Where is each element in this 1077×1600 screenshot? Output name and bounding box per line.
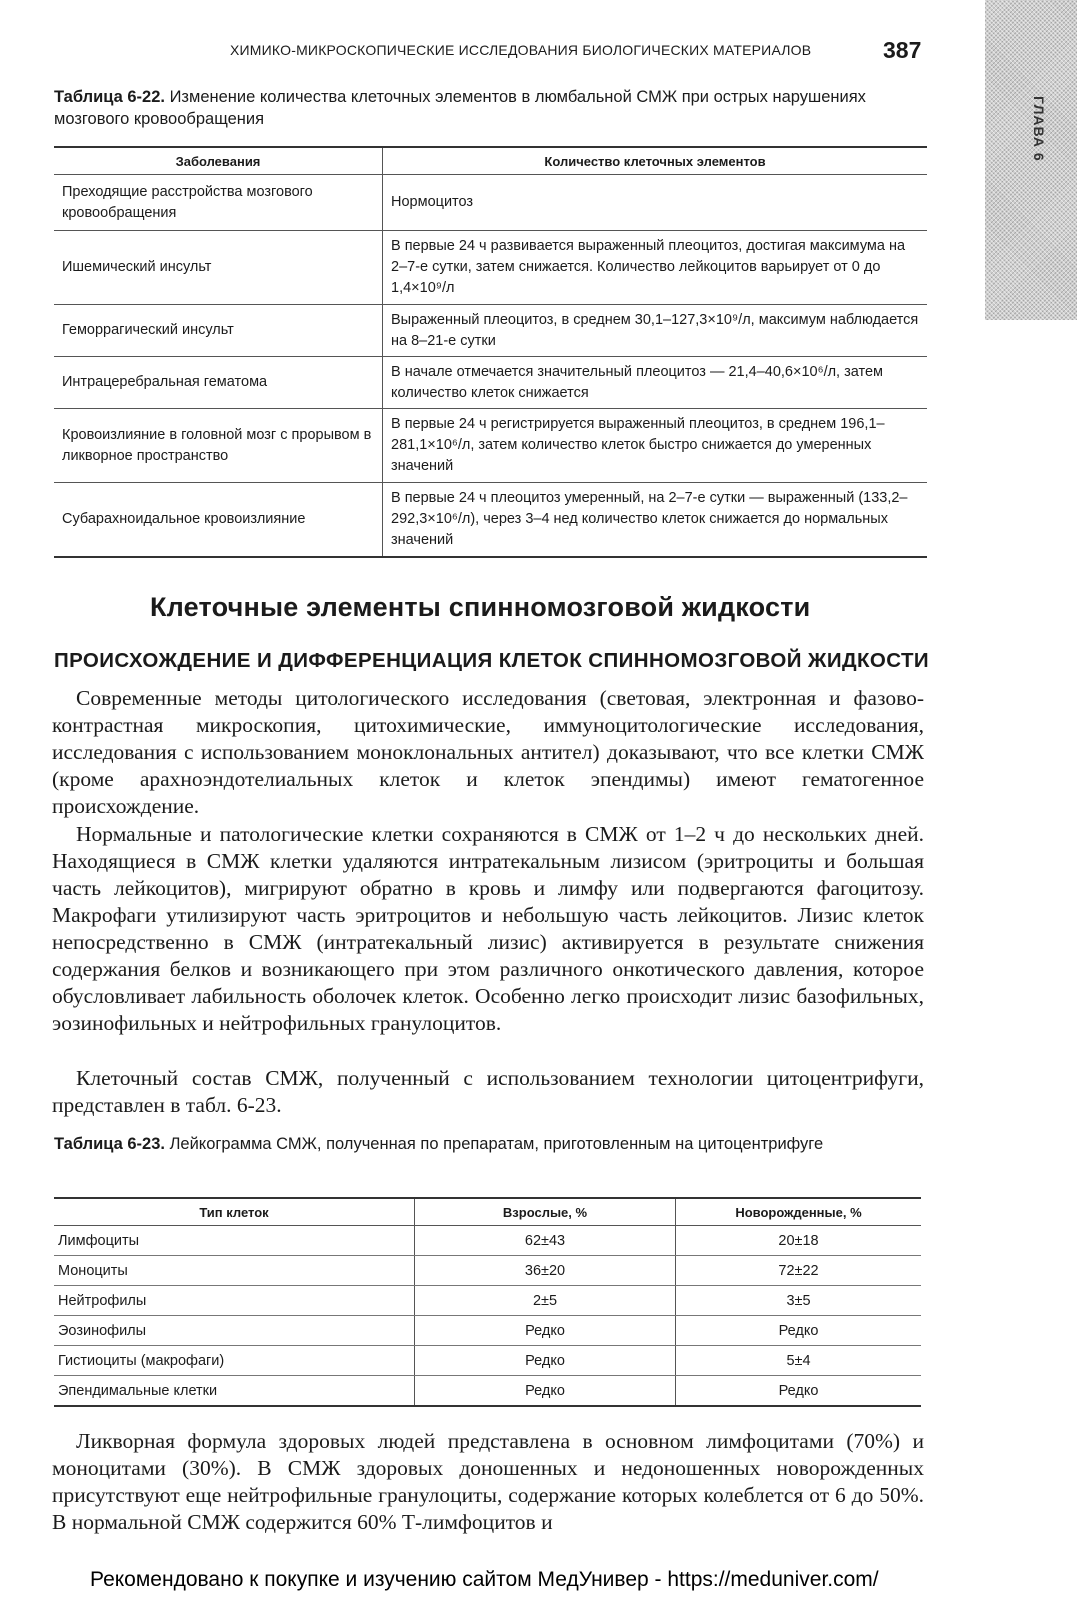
table-row	[54, 1286, 921, 1316]
table2-adults-cell: 62±43	[415, 1226, 676, 1256]
chapter-side-tab	[985, 0, 1077, 320]
table-row	[54, 1256, 921, 1286]
table-row	[54, 231, 927, 305]
table2-caption-label: Таблица 6-23.	[54, 1135, 165, 1153]
table2-type-cell: Лимфоциты	[54, 1226, 415, 1256]
footer-recommendation: Рекомендовано к покупке и изучению сайтом МедУнивер - https://meduniver.com/	[90, 1568, 879, 1591]
table1-header-row	[54, 147, 927, 175]
table2-newborns-cell: Редко	[676, 1376, 922, 1407]
table1-disease-cell: Интрацеребральная гематома	[54, 357, 383, 409]
section-title: Клеточные элементы спинномозговой жидкости	[150, 592, 811, 622]
table2-header-newborns: Новорожденные, %	[676, 1198, 922, 1226]
table2-type-cell: Эозинофилы	[54, 1316, 415, 1346]
table1-count-cell: Нормоцитоз	[383, 175, 928, 231]
table2-adults-cell: Редко	[415, 1316, 676, 1346]
table1-count-cell: В начале отмечается значительный плеоцитоз — 21,4–40,6×10⁶/л, затем количество клеток снижается	[383, 357, 928, 409]
table2-newborns-cell: 72±22	[676, 1256, 922, 1286]
table1-disease-cell: Преходящие расстройства мозгового кровообращения	[54, 175, 383, 231]
table1	[54, 146, 927, 558]
table-row	[54, 1376, 921, 1407]
table2-type-cell: Гистиоциты (макрофаги)	[54, 1346, 415, 1376]
table1-count-cell: В первые 24 ч плеоцитоз умеренный, на 2–7-е сутки — выраженный (133,2–292,3×10⁶/л), через 3–4 нед количество клеток снижается до нормальных значений	[383, 483, 928, 557]
table2-newborns-cell: 5±4	[676, 1346, 922, 1376]
table2-header-row	[54, 1198, 921, 1226]
table2-type-cell: Нейтрофилы	[54, 1286, 415, 1316]
table2-header-cell-type: Тип клеток	[54, 1198, 415, 1226]
table1-header-cell-count: Количество клеточных элементов	[383, 147, 928, 175]
table-row	[54, 1226, 921, 1256]
table-row	[54, 1316, 921, 1346]
table-row	[54, 357, 927, 409]
table2-caption	[54, 1133, 928, 1155]
table1-header-disease: Заболевания	[54, 147, 383, 175]
table2-caption-text: Лейкограмма СМЖ, полученная по препаратам, приготовленным на цитоцентрифуге	[169, 1135, 824, 1153]
table2-newborns-cell: 3±5	[676, 1286, 922, 1316]
running-head: ХИМИКО-МИКРОСКОПИЧЕСКИЕ ИССЛЕДОВАНИЯ БИОЛОГИЧЕСКИХ МАТЕРИАЛОВ	[230, 42, 812, 58]
table2-newborns-cell: 20±18	[676, 1226, 922, 1256]
table2-adults-cell: Редко	[415, 1346, 676, 1376]
table2	[54, 1197, 921, 1407]
table1-disease-cell: Субарахноидальное кровоизлияние	[54, 483, 383, 557]
table1-caption-label: Таблица 6-22.	[54, 88, 165, 106]
table2-newborns-cell: Редко	[676, 1316, 922, 1346]
subsection-title: ПРОИСХОЖДЕНИЕ И ДИФФЕРЕНЦИАЦИЯ КЛЕТОК СПИННОМОЗГОВОЙ ЖИДКОСТИ	[54, 649, 930, 672]
table-row	[54, 305, 927, 357]
paragraph: Клеточный состав СМЖ, полученный с использованием технологии цитоцентрифуги, представлен в табл. 6-23.	[52, 1066, 924, 1117]
table1-disease-cell: Кровоизлияние в головной мозг с прорывом в ликворное пространство	[54, 409, 383, 483]
table2-type-cell: Моноциты	[54, 1256, 415, 1286]
page-number: 387	[883, 37, 922, 63]
table2-header-adults: Взрослые, %	[415, 1198, 676, 1226]
table1-disease-cell: Ишемический инсульт	[54, 231, 383, 305]
table1-count-cell: В первые 24 ч регистрируется выраженный плеоцитоз, в среднем 196,1–281,1×10⁶/л, затем количество клеток быстро снижается до умеренных значений	[383, 409, 928, 483]
table-row	[54, 483, 927, 557]
paragraph: Ликворная формула здоровых людей представлена в основном лимфоцитами (70%) и моноцитами (30%). В СМЖ здоровых доношенных и недоношенных новорожденных присутствуют еще нейтрофильные гранулоциты, содержание которых колеблется от 6 до 50%. В нормальной СМЖ содержится 60% Т-лимфоцитов и	[52, 1429, 924, 1534]
table2-adults-cell: 2±5	[415, 1286, 676, 1316]
table-row	[54, 175, 927, 231]
table-row	[54, 409, 927, 483]
table2-adults-cell: Редко	[415, 1376, 676, 1407]
table2-type-cell: Эпендимальные клетки	[54, 1376, 415, 1407]
table1-count-cell: Выраженный плеоцитоз, в среднем 30,1–127,3×10⁹/л, максимум наблюдается на 8–21-е сутки	[383, 305, 928, 357]
table1-caption	[54, 86, 928, 130]
table1-count-cell: В первые 24 ч развивается выраженный плеоцитоз, достигая максимума на 2–7-е сутки, затем снижается. Количество лейкоцитов варьирует от 0 до 1,4×10⁹/л	[383, 231, 928, 305]
table1-disease-cell: Геморрагический инсульт	[54, 305, 383, 357]
table1-caption-text: Изменение количества клеточных элементов в люмбальной СМЖ при острых нарушениях мозгового кровообращения	[54, 88, 866, 128]
chapter-side-tab-label: ГЛАВА 6	[1031, 96, 1047, 162]
paragraph: Нормальные и патологические клетки сохраняются в СМЖ от 1–2 ч до нескольких дней. Находящиеся в СМЖ клетки удаляются интратекальным лизисом (эритроциты и большая часть лейкоцитов), мигрируют обратно в кровь и лимфу или подвергаются фагоцитозу. Макрофаги утилизируют часть эритроцитов и небольшую часть лейкоцитов. Лизис клеток непосредственно в СМЖ (интратекальный лизис) активируется в результате снижения содержания белков и возникающего при этом различного онкотического давления, которое обусловливает лабильность оболочек клеток. Особенно легко происходит лизис базофильных, эозинофильных и нейтрофильных гранулоцитов.	[52, 822, 924, 1035]
paragraph: Современные методы цитологического исследования (световая, электронная и фазово-контрастная микроскопия, цитохимические, иммуноцитологические исследования, исследования с использованием моноклональных антител) доказывают, что все клетки СМЖ (кроме арахноэндотелиальных клеток и клеток эпендимы) имеют гематогенное происхождение.	[52, 686, 924, 818]
table-row	[54, 1346, 921, 1376]
table2-adults-cell: 36±20	[415, 1256, 676, 1286]
